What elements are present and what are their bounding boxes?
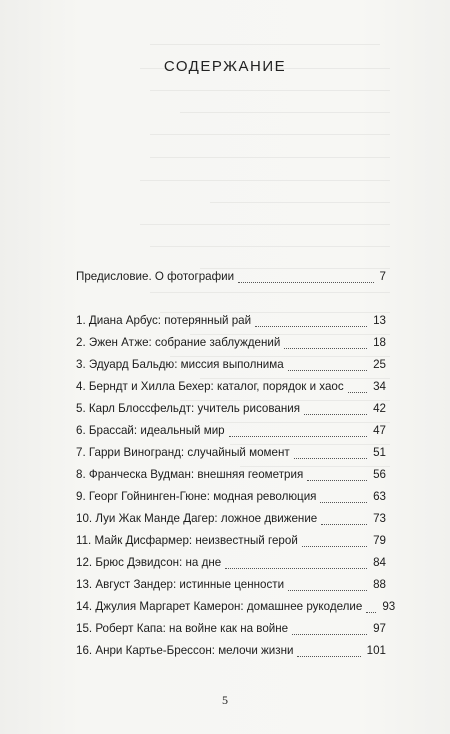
toc-entry-title: 8. Франческа Вудман: внешняя геометрия bbox=[76, 468, 304, 481]
dot-leader bbox=[302, 546, 367, 547]
dot-leader bbox=[297, 656, 360, 657]
toc-row[interactable] bbox=[76, 644, 386, 660]
page-number: 5 bbox=[222, 693, 228, 707]
dot-leader bbox=[304, 414, 367, 415]
toc-entry-title: 4. Берндт и Хилла Бехер: каталог, порядок и хаос bbox=[76, 380, 344, 393]
toc-row[interactable] bbox=[76, 358, 386, 374]
dot-leader bbox=[294, 458, 367, 459]
contents-heading: СОДЕРЖАНИЕ bbox=[163, 58, 287, 75]
toc-row[interactable] bbox=[76, 380, 386, 396]
dot-leader bbox=[348, 392, 367, 393]
toc-row[interactable] bbox=[76, 512, 386, 528]
dot-leader bbox=[321, 524, 367, 525]
toc-row[interactable] bbox=[76, 336, 386, 352]
toc-entry-title: 7. Гарри Виногранд: случайный момент bbox=[76, 446, 290, 459]
toc-row[interactable] bbox=[76, 446, 386, 462]
toc-row[interactable] bbox=[76, 600, 396, 616]
dot-leader bbox=[292, 634, 367, 635]
dot-leader bbox=[255, 326, 367, 327]
toc-row[interactable] bbox=[76, 468, 386, 484]
toc-entry-title: 11. Майк Дисфармер: неизвестный герой bbox=[76, 534, 298, 547]
dot-leader bbox=[366, 612, 376, 613]
dot-leader bbox=[320, 502, 367, 503]
toc-entry-title: 15. Роберт Капа: на войне как на войне bbox=[76, 622, 289, 635]
toc-entry-title: 16. Анри Картье-Брессон: мелочи жизни bbox=[76, 644, 294, 657]
toc-entry-title: Предисловие. О фотографии bbox=[76, 270, 235, 283]
dot-leader bbox=[238, 282, 373, 283]
toc-page-number: 79 bbox=[373, 534, 386, 547]
toc-entry-title: 12. Брюс Дэвидсон: на дне bbox=[76, 556, 222, 569]
toc-page-number: 13 bbox=[373, 314, 386, 327]
toc-page-number: 63 bbox=[373, 490, 386, 503]
toc-page-number: 42 bbox=[373, 402, 386, 415]
dot-leader bbox=[284, 348, 367, 349]
toc-page-number: 18 bbox=[373, 336, 386, 349]
dot-leader bbox=[307, 480, 367, 481]
toc-row[interactable] bbox=[76, 314, 386, 330]
toc-page-number: 47 bbox=[373, 424, 386, 437]
toc-row[interactable] bbox=[76, 534, 386, 550]
dot-leader bbox=[288, 590, 367, 591]
toc-page-number: 51 bbox=[373, 446, 386, 459]
toc-entry-title: 9. Георг Гойнинген-Гюне: модная революция bbox=[76, 490, 317, 503]
toc-entry-title: 10. Луи Жак Манде Дагер: ложное движение bbox=[76, 512, 318, 525]
toc-row[interactable] bbox=[76, 424, 386, 440]
toc-entry-title: 13. Август Зандер: истинные ценности bbox=[76, 578, 285, 591]
toc-page-number: 25 bbox=[373, 358, 386, 371]
toc-row[interactable] bbox=[76, 556, 386, 572]
dot-leader bbox=[288, 370, 367, 371]
toc-row[interactable] bbox=[76, 578, 386, 594]
toc-page-number: 84 bbox=[373, 556, 386, 569]
toc-entry-title: 14. Джулия Маргарет Камерон: домашнее рукоделие bbox=[76, 600, 363, 613]
dot-leader bbox=[229, 436, 367, 437]
toc-page-number: 73 bbox=[373, 512, 386, 525]
toc-page-number: 88 bbox=[373, 578, 386, 591]
toc-page-number: 34 bbox=[373, 380, 386, 393]
toc-page-number: 56 bbox=[373, 468, 386, 481]
toc-entry-title: 1. Диана Арбус: потерянный рай bbox=[76, 314, 252, 327]
toc-row[interactable] bbox=[76, 402, 386, 418]
toc-entry-title: 5. Карл Блоссфельдт: учитель рисования bbox=[76, 402, 300, 415]
toc-row-preface[interactable] bbox=[76, 270, 386, 286]
toc-page-number: 101 bbox=[366, 644, 386, 657]
toc-entry-title: 6. Брассай: идеальный мир bbox=[76, 424, 225, 437]
toc-row[interactable] bbox=[76, 490, 386, 506]
dot-leader bbox=[225, 568, 367, 569]
toc-entry-title: 3. Эдуард Бальдю: миссия выполнима bbox=[76, 358, 284, 371]
toc-entry-title: 2. Эжен Атже: собрание заблуждений bbox=[76, 336, 281, 349]
toc-page-number: 7 bbox=[379, 270, 386, 283]
toc-page-number: 97 bbox=[373, 622, 386, 635]
toc-page-number: 93 bbox=[382, 600, 396, 613]
toc-row[interactable] bbox=[76, 622, 386, 638]
